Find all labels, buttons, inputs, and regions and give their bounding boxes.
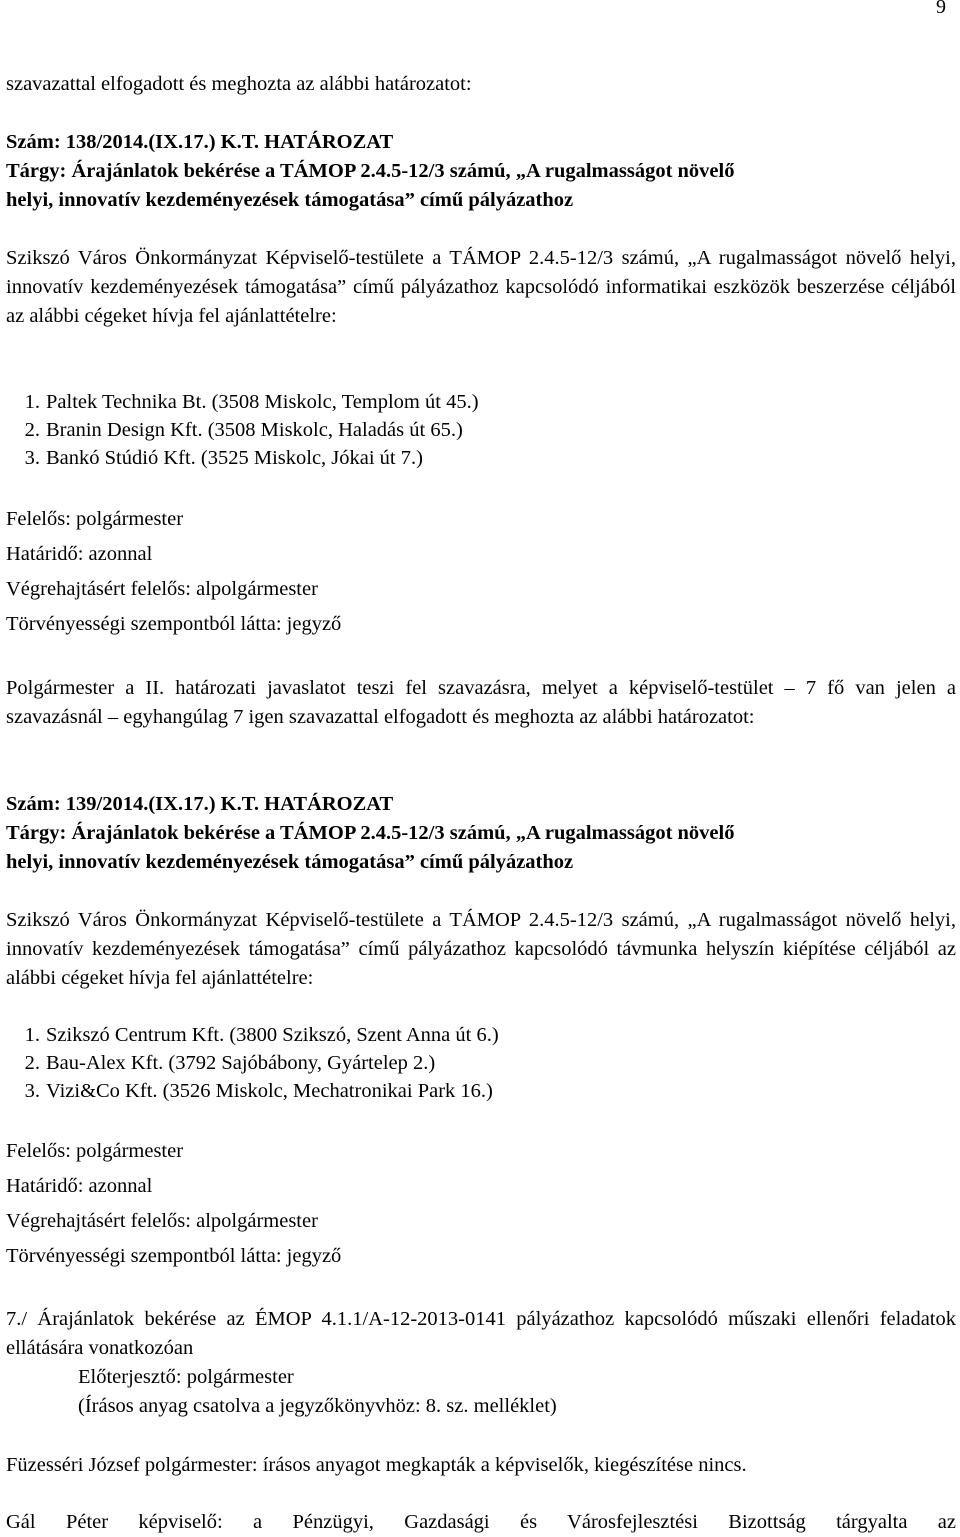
deadline-text: Határidő: azonnal — [6, 543, 153, 565]
intro-text: szavazattal elfogadott és meghozta az alábbi határozatot: — [6, 73, 472, 95]
resolution-2-number: Szám: 139/2014.(IX.17.) K.T. HATÁROZAT — [6, 793, 394, 815]
resolution-2-heading — [6, 790, 956, 877]
resolution-2-body: Szikszó Város Önkormányzat Képviselő-testülete a TÁMOP 2.4.5-12/3 számú, „A rugalmasságot növelő helyi, innovatív kezdeményezések támogatása” című pályázathoz kapcsolódó távmunka helyszín kiépítése céljából az alábbi cégeket hívja fel ajánlattételre: — [6, 909, 956, 989]
list-item: 2. Branin Design Kft. (3508 Miskolc, Haladás út 65.) — [24, 419, 463, 441]
resolution-1-subject-line1: Tárgy: Árajánlatok bekérése a TÁMOP 2.4.5-12/3 számú, „A rugalmasságot növelő — [6, 160, 735, 182]
resolution-1-subject-line2: helyi, innovatív kezdeményezések támogatása” című pályázathoz — [6, 189, 574, 211]
legality-text: Törvényességi szempontból látta: jegyző — [6, 613, 342, 635]
mayor-remark-text: Füzesséri József polgármester: írásos anyagot megkapták a képviselők, kiegészítése nincs. — [6, 1454, 747, 1476]
list-item: 1. Paltek Technika Bt. (3508 Miskolc, Templom út 45.) — [24, 391, 479, 413]
responsible-text: Felelős: polgármester — [6, 1140, 184, 1162]
presenter-text: Előterjesztő: polgármester — [78, 1366, 294, 1388]
executor-text: Végrehajtásért felelős: alpolgármester — [6, 578, 318, 600]
list-item: 3. Bankó Stúdió Kft. (3525 Miskolc, Jókai út 7.) — [24, 447, 423, 469]
resolution-1-body: Szikszó Város Önkormányzat Képviselő-testülete a TÁMOP 2.4.5-12/3 számú, „A rugalmasságot növelő helyi, innovatív kezdeményezések támogatása” című pályázathoz kapcsolódó informatikai eszközök beszerzése céljából az alábbi cégeket hívja fel ajánlattételre: — [6, 247, 956, 327]
resolution-1-roles — [6, 502, 956, 642]
legality-text: Törvényességi szempontból látta: jegyző — [6, 1245, 342, 1267]
executor-text: Végrehajtásért felelős: alpolgármester — [6, 1210, 318, 1232]
representative-remark-text: Gál Péter képviselő: a Pénzügyi, Gazdasági és Városfejlesztési Bizottság tárgyalta az — [6, 1511, 956, 1533]
resolution-2-subject-line2: helyi, innovatív kezdeményezések támogatása” című pályázathoz — [6, 851, 574, 873]
resolution-2-subject-line1: Tárgy: Árajánlatok bekérése a TÁMOP 2.4.5-12/3 számú, „A rugalmasságot növelő — [6, 822, 735, 844]
mayor-proposal-text: Polgármester a II. határozati javaslatot teszi fel szavazásra, melyet a képviselő-testület – 7 fő van jelen a szavazásnál – egyhangúlag 7 igen szavazattal elfogadott és meghozta az alábbi határozatot: — [6, 677, 956, 728]
page-number: 9 — [936, 0, 946, 18]
list-item: 2. Bau-Alex Kft. (3792 Sajóbábony, Gyártelep 2.) — [24, 1052, 436, 1074]
attachment-text: (Írásos anyag csatolva a jegyzőkönyvhöz: 8. sz. melléklet) — [78, 1395, 557, 1417]
list-item: 3. Vizi&Co Kft. (3526 Miskolc, Mechatronikai Park 16.) — [24, 1080, 493, 1102]
agenda-item-7-title: 7./ Árajánlatok bekérése az ÉMOP 4.1.1/A-12-2013-0141 pályázathoz kapcsolódó műszaki ellenőri feladatok ellátására vonatkozóan — [6, 1308, 956, 1359]
responsible-text: Felelős: polgármester — [6, 508, 184, 530]
resolution-2-roles — [6, 1134, 956, 1274]
resolution-1-heading — [6, 128, 956, 215]
resolution-2-company-list — [6, 1021, 956, 1105]
agenda-item-7 — [6, 1305, 956, 1421]
resolution-1-company-list — [6, 388, 956, 472]
deadline-text: Határidő: azonnal — [6, 1175, 153, 1197]
list-item: 1. Szikszó Centrum Kft. (3800 Szikszó, Szent Anna út 6.) — [24, 1024, 499, 1046]
resolution-1-number: Szám: 138/2014.(IX.17.) K.T. HATÁROZAT — [6, 131, 394, 153]
